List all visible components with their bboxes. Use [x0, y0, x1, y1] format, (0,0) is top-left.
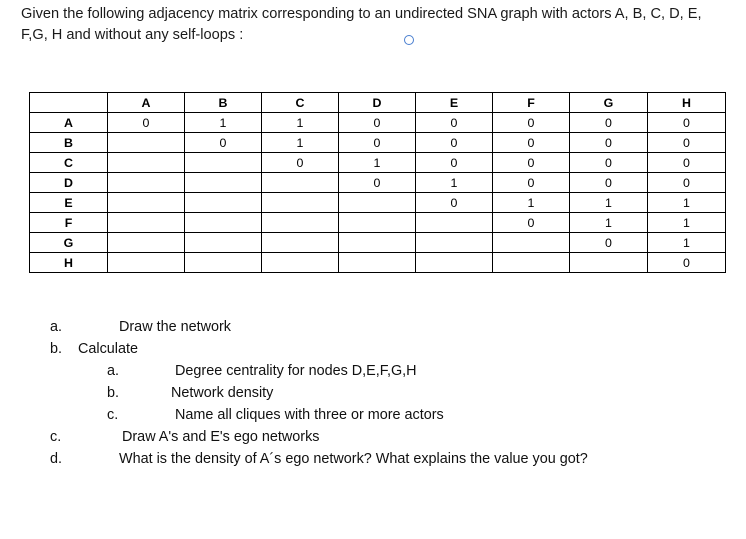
matrix-cell	[262, 213, 339, 233]
matrix-cell: 0	[339, 173, 416, 193]
matrix-cell: 0	[493, 153, 570, 173]
matrix-cell: 1	[570, 213, 648, 233]
matrix-row-header: G	[30, 233, 108, 253]
matrix-cell: 0	[570, 173, 648, 193]
intro-line-1: Given the following adjacency matrix corresponding to an undirected SNA graph with actors A, B, C, D, E,	[21, 6, 702, 22]
matrix-column-header: B	[185, 93, 262, 113]
matrix-cell: 0	[570, 113, 648, 133]
matrix-row	[30, 153, 726, 173]
matrix-column-header: C	[262, 93, 339, 113]
matrix-cell	[108, 213, 185, 233]
matrix-cell: 0	[648, 133, 726, 153]
matrix-row	[30, 233, 726, 253]
matrix-cell: 0	[570, 233, 648, 253]
matrix-cell: 0	[648, 253, 726, 273]
matrix-cell: 0	[416, 153, 493, 173]
sub-question-c-marker: c.	[107, 407, 119, 423]
matrix-cell	[416, 253, 493, 273]
matrix-cell: 1	[570, 193, 648, 213]
matrix-cell: 0	[262, 153, 339, 173]
question-b-text: Calculate	[78, 341, 138, 357]
matrix-cell	[262, 233, 339, 253]
question-d-marker: d.	[50, 451, 63, 467]
matrix-cell: 1	[648, 233, 726, 253]
matrix-cell	[570, 253, 648, 273]
matrix-row-header: E	[30, 193, 108, 213]
matrix-cell	[493, 233, 570, 253]
matrix-cell: 0	[570, 153, 648, 173]
matrix-cell: 0	[648, 153, 726, 173]
matrix-cell: 0	[570, 133, 648, 153]
matrix-row	[30, 133, 726, 153]
matrix-cell	[185, 193, 262, 213]
matrix-row-header: C	[30, 153, 108, 173]
matrix-row-header: A	[30, 113, 108, 133]
matrix-cell	[262, 253, 339, 273]
matrix-cell: 1	[493, 193, 570, 213]
question-d-text: What is the density of A´s ego network? What explains the value you got?	[119, 451, 588, 467]
matrix-cell: 1	[339, 153, 416, 173]
matrix-row-header: F	[30, 213, 108, 233]
matrix-cell: 0	[493, 213, 570, 233]
sub-question-a-text: Degree centrality for nodes D,E,F,G,H	[175, 363, 417, 379]
matrix-row	[30, 113, 726, 133]
sub-question-c-text: Name all cliques with three or more actors	[175, 407, 444, 423]
matrix-cell: 1	[416, 173, 493, 193]
matrix-cell: 1	[262, 133, 339, 153]
matrix-cell: 0	[416, 193, 493, 213]
matrix-row-header: H	[30, 253, 108, 273]
matrix-cell	[416, 213, 493, 233]
matrix-cell: 0	[493, 173, 570, 193]
question-b-marker: b.	[50, 341, 63, 357]
matrix-cell	[339, 253, 416, 273]
matrix-cell	[108, 233, 185, 253]
matrix-cell: 1	[648, 213, 726, 233]
matrix-cell	[493, 253, 570, 273]
matrix-cell: 0	[493, 113, 570, 133]
matrix-column-header: A	[108, 93, 185, 113]
question-a-marker: a.	[50, 319, 63, 335]
matrix-column-header: H	[648, 93, 726, 113]
matrix-cell	[339, 233, 416, 253]
matrix-corner-cell	[30, 93, 108, 113]
matrix-cell	[108, 153, 185, 173]
matrix-cell: 1	[185, 113, 262, 133]
matrix-row-header: B	[30, 133, 108, 153]
sub-question-a-marker: a.	[107, 363, 120, 379]
matrix-cell	[262, 193, 339, 213]
adjacency-matrix	[29, 92, 726, 273]
matrix-cell	[262, 173, 339, 193]
question-c-marker: c.	[50, 429, 62, 445]
matrix-cell: 0	[339, 113, 416, 133]
matrix-column-header: D	[339, 93, 416, 113]
matrix-cell: 0	[493, 133, 570, 153]
matrix-cell	[185, 213, 262, 233]
matrix-cell	[185, 233, 262, 253]
matrix-cell	[339, 213, 416, 233]
sub-question-b-text: Network density	[171, 385, 274, 401]
matrix-row	[30, 213, 726, 233]
question-a-text: Draw the network	[119, 319, 231, 335]
question-c-text: Draw A's and E's ego networks	[122, 429, 320, 445]
sub-question-b-marker: b.	[107, 385, 120, 401]
matrix-row	[30, 193, 726, 213]
matrix-cell	[185, 173, 262, 193]
matrix-row-header: D	[30, 173, 108, 193]
matrix-column-header: F	[493, 93, 570, 113]
matrix-cell	[185, 153, 262, 173]
matrix-cell: 1	[262, 113, 339, 133]
matrix-cell	[108, 133, 185, 153]
matrix-header-row	[30, 93, 726, 113]
matrix-cell: 0	[185, 133, 262, 153]
matrix-column-header: E	[416, 93, 493, 113]
matrix-cell: 0	[339, 133, 416, 153]
question-intro	[21, 4, 736, 46]
matrix-cell: 0	[648, 173, 726, 193]
matrix-cell: 0	[416, 113, 493, 133]
matrix-row	[30, 253, 726, 273]
matrix-cell	[108, 193, 185, 213]
matrix-cell	[416, 233, 493, 253]
matrix-cell	[185, 253, 262, 273]
matrix-cell	[108, 173, 185, 193]
circle-marker-icon	[404, 35, 414, 45]
matrix-cell: 1	[648, 193, 726, 213]
matrix-column-header: G	[570, 93, 648, 113]
matrix-cell: 0	[648, 113, 726, 133]
matrix-cell: 0	[416, 133, 493, 153]
intro-line-2: F,G, H and without any self-loops :	[21, 27, 244, 43]
matrix-cell: 0	[108, 113, 185, 133]
matrix-cell	[339, 193, 416, 213]
matrix-cell	[108, 253, 185, 273]
matrix-row	[30, 173, 726, 193]
